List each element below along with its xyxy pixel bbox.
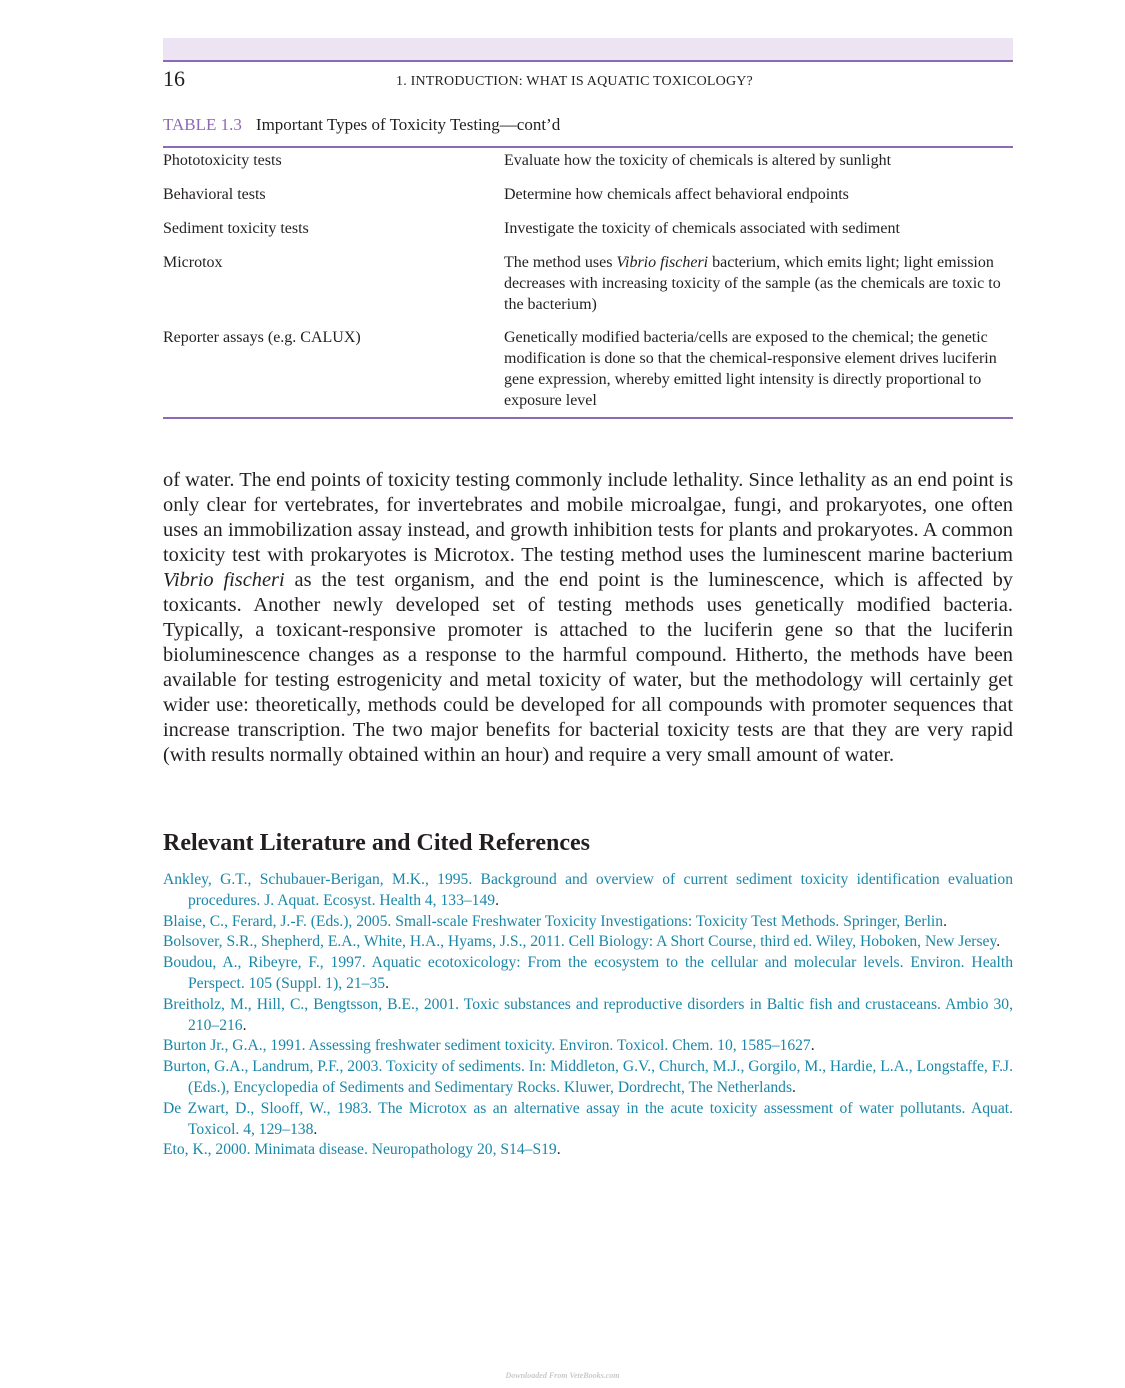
test-type-cell: Phototoxicity tests	[163, 152, 282, 169]
test-type-cell: Microtox	[163, 254, 223, 271]
table-row	[163, 218, 1013, 239]
table-row	[163, 327, 1013, 411]
reference-link[interactable]: Eto, K., 2000. Minimata disease. Neuropathology 20, S14–S19	[163, 1141, 557, 1159]
reference-item: Breitholz, M., Hill, C., Bengtsson, B.E., 2001. Toxic substances and reproductive disorders in Baltic fish and crustaceans. Ambio 30, 210–216.	[163, 995, 1013, 1034]
running-title: 1. INTRODUCTION: WHAT IS AQUATIC TOXICOLOGY?	[396, 74, 753, 89]
reference-link[interactable]: Blaise, C., Ferard, J.-F. (Eds.), 2005. Small-scale Freshwater Toxicity Investigations: Toxicity Test Methods. Springer, Berlin	[163, 912, 944, 930]
reference-item: Burton Jr., G.A., 1991. Assessing freshwater sediment toxicity. Environ. Toxicol. Chem. 10, 1585–1627.	[163, 1037, 815, 1055]
header-band	[163, 38, 1013, 60]
reference-link[interactable]: Bolsover, S.R., Shepherd, E.A., White, H.A., Hyams, J.S., 2011. Cell Biology: A Short Course, third ed. Wiley, Hoboken, New Jersey	[163, 933, 997, 951]
table-row	[163, 150, 1013, 171]
reference-link[interactable]: Boudou, A., Ribeyre, F., 1997. Aquatic ecotoxicology: From the ecosystem to the cellular and molecular levels. Environ. Health Perspect. 105 (Suppl. 1), 21–35	[163, 954, 1013, 992]
test-description-cell: Evaluate how the toxicity of chemicals is altered by sunlight	[504, 152, 892, 169]
reference-item: Burton, G.A., Landrum, P.F., 2003. Toxicity of sediments. In: Middleton, G.V., Church, M.J., Gorgilo, M., Hardie, L.A., Longstaffe, F.J. (Eds.), Encyclopedia of Sediments and Sedimentary Rocks. Kluwer, Dordrecht, The Netherlands.	[163, 1058, 1013, 1096]
reference-item: Ankley, G.T., Schubauer-Berigan, M.K., 1995. Background and overview of current sediment toxicity identification evaluation procedures. J. Aquat. Ecosyst. Health 4, 133–149.	[163, 871, 1013, 909]
table-top-rule	[163, 146, 1013, 148]
reference-link[interactable]: Ankley, G.T., Schubauer-Berigan, M.K., 1995. Background and overview of current sediment toxicity identification evaluation procedures. J. Aquat. Ecosyst. Health 4, 133–149	[163, 871, 1013, 909]
test-type-cell: Sediment toxicity tests	[163, 220, 309, 237]
reference-item: Eto, K., 2000. Minimata disease. Neuropathology 20, S14–S19.	[163, 1141, 561, 1159]
table-title: Important Types of Toxicity Testing—cont’d	[255, 115, 561, 134]
body-paragraph	[163, 468, 1013, 768]
reference-item: Blaise, C., Ferard, J.-F. (Eds.), 2005. Small-scale Freshwater Toxicity Investigations: Toxicity Test Methods. Springer, Berlin.	[163, 912, 947, 930]
table-label: TABLE 1.3	[163, 115, 242, 134]
test-type-cell: Reporter assays (e.g. CALUX)	[163, 329, 361, 346]
page-number: 16	[163, 66, 185, 91]
header-rule	[163, 60, 1013, 62]
paragraph-text: as the test organism, and the end point is the luminescence, which is affected by toxicants. Another newly developed set of testing methods uses genetically modified bacteria. Typically, a toxicant-responsive promoter is attached to the luciferin gene so that the luciferin bioluminescence changes as a response to the harmful compound. Hitherto, the methods have been available for testing estrogenicity and metal toxicity of water, but the methodology will certainly get wider use: theoretically, methods could be developed for all compounds with promoter sequences that increase transcription. The two major benefits for bacterial toxicity tests are that they are very rapid (with results normally obtained within an hour) and require a very small amount of water.	[163, 569, 1014, 766]
table-bottom-rule	[163, 417, 1013, 419]
test-description-cell: Genetically modified bacteria/cells are exposed to the chemical; the genetic modification is done so that the chemical-responsive element drives luciferin gene expression, whereby emitted light intensity is directly proportional to exposure level	[504, 329, 997, 409]
test-type-cell: Behavioral tests	[163, 186, 266, 203]
species-name: Vibrio fischeri	[616, 254, 709, 271]
test-description-cell: Determine how chemicals affect behavioral endpoints	[504, 186, 849, 203]
species-name: Vibrio fischeri	[163, 569, 285, 591]
download-watermark: Downloaded From VeteBooks.com	[505, 1371, 620, 1380]
description-text: bacterium, which emits light; light emission decreases with increasing toxicity of the sample (as the chemicals are toxic to the bacterium)	[504, 254, 1001, 313]
test-description-cell: Investigate the toxicity of chemicals associated with sediment	[504, 220, 900, 237]
paragraph-text: of water. The end points of toxicity testing commonly include lethality. Since lethality as an end point is only clear for vertebrates, for invertebrates and mobile microalgae, fungi, and prokaryotes, one often uses an immobilization assay instead, and growth inhibition tests for plants and prokaryotes. A common toxicity test with prokaryotes is Microtox. The testing method uses the luminescent marine bacterium	[163, 469, 1013, 566]
reference-item: Bolsover, S.R., Shepherd, E.A., White, H.A., Hyams, J.S., 2011. Cell Biology: A Short Course, third ed. Wiley, Hoboken, New Jersey.	[163, 933, 1001, 951]
table-row	[163, 184, 1013, 205]
description-text: The method uses	[504, 254, 617, 271]
reference-list	[163, 870, 1013, 1161]
test-description-cell	[504, 252, 1013, 315]
reference-link[interactable]: Breitholz, M., Hill, C., Bengtsson, B.E., 2001. Toxic substances and reproductive disorders in Baltic fish and crustaceans. Ambio 30, 210–216	[163, 995, 1013, 1034]
reference-link[interactable]: Burton, G.A., Landrum, P.F., 2003. Toxicity of sediments. In: Middleton, G.V., Church, M.J., Gorgilo, M., Hardie, L.A., Longstaffe, F.J. (Eds.), Encyclopedia of Sediments and Sedimentary Rocks. Kluwer, Dordrecht, The Netherlands	[163, 1058, 1013, 1096]
reference-item: De Zwart, D., Slooff, W., 1983. The Microtox as an alternative assay in the acute toxicity assessment of water pollutants. Aquat. Toxicol. 4, 129–138.	[163, 1099, 1013, 1138]
section-heading: Relevant Literature and Cited References	[163, 830, 591, 856]
reference-link[interactable]: Burton Jr., G.A., 1991. Assessing freshwater sediment toxicity. Environ. Toxicol. Chem. 10, 1585–1627	[163, 1037, 811, 1055]
reference-item: Boudou, A., Ribeyre, F., 1997. Aquatic ecotoxicology: From the ecosystem to the cellular and molecular levels. Environ. Health Perspect. 105 (Suppl. 1), 21–35.	[163, 954, 1013, 992]
table-caption	[163, 115, 560, 135]
table-row	[163, 252, 1013, 315]
reference-link[interactable]: De Zwart, D., Slooff, W., 1983. The Microtox as an alternative assay in the acute toxicity assessment of water pollutants. Aquat. Toxicol. 4, 129–138	[163, 1099, 1013, 1138]
toxicity-table	[163, 150, 1013, 411]
